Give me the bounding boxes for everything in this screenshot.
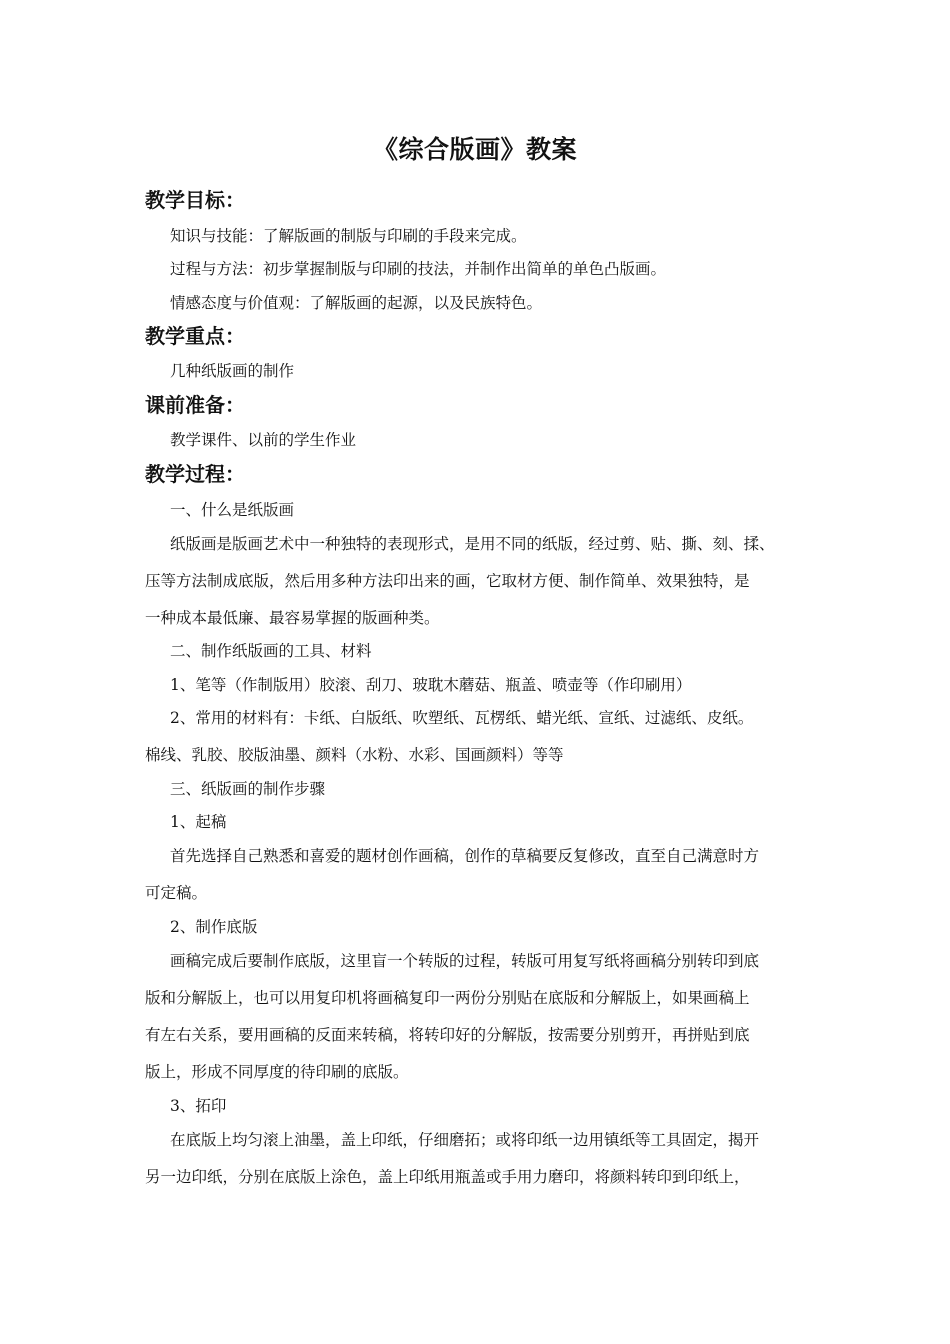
heading-process: 教学过程： (145, 462, 245, 486)
step-2-title: 2、制作底版 (170, 918, 258, 936)
preparation-text: 教学课件、以前的学生作业 (170, 431, 357, 449)
focus-text: 几种纸版画的制作 (170, 362, 295, 380)
step-2-paragraph-line: 版和分解版上，也可以用复印机将画稿复印一两份分别贴在底版和分解版上，如果画稿上 (145, 989, 750, 1007)
step-3-title: 3、拓印 (170, 1097, 227, 1115)
heading-objectives: 教学目标： (145, 188, 245, 212)
section-2-item-2-line: 2、常用的材料有：卡纸、白版纸、吹塑纸、瓦楞纸、蜡光纸、宣纸、过滤纸、皮纸。 (170, 709, 754, 727)
section-1-paragraph-line: 纸版画是版画艺术中一种独特的表现形式，是用不同的纸版，经过剪、贴、撕、刻、揉、 (170, 535, 775, 553)
objective-attitude: 情感态度与价值观：了解版画的起源，以及民族特色。 (170, 294, 543, 312)
heading-focus: 教学重点： (145, 324, 245, 348)
objective-knowledge: 知识与技能：了解版画的制版与印刷的手段来完成。 (170, 227, 527, 245)
step-2-paragraph-line: 画稿完成后要制作底版，这里盲一个转版的过程，转版可用复写纸将画稿分别转印到底 (170, 952, 760, 970)
section-2-item-1: 1、笔等（作制版用）胶滚、刮刀、玻耽木蘑菇、瓶盖、喷壶等（作印刷用） (170, 676, 692, 694)
step-2-paragraph-line: 版上，形成不同厚度的待印刷的底版。 (145, 1063, 409, 1081)
heading-preparation: 课前准备： (145, 393, 245, 417)
section-2-item-2-line: 棉线、乳胶、胶版油墨、颜料（水粉、水彩、国画颜料）等等 (145, 746, 564, 764)
section-1-paragraph-line: 压等方法制成底版，然后用多种方法印出来的画，它取材方便、制作简单、效果独特，是 (145, 572, 750, 590)
step-3-paragraph-line: 在底版上均匀滚上油墨，盖上印纸，仔细磨拓；或将印纸一边用镇纸等工具固定，揭开 (170, 1131, 760, 1149)
section-1-title: 一、什么是纸版画 (170, 501, 295, 519)
step-2-paragraph-line: 有左右关系，要用画稿的反面来转稿，将转印好的分解版，按需要分别剪开，再拼贴到底 (145, 1026, 750, 1044)
document-title: 《综合版画》教案 (372, 135, 577, 164)
step-3-paragraph-line: 另一边印纸，分别在底版上涂色，盖上印纸用瓶盖或手用力磨印，将颜料转印到印纸上， (145, 1168, 750, 1186)
step-1-title: 1、起稿 (170, 813, 227, 831)
step-1-paragraph-line: 首先选择自己熟悉和喜爱的题材创作画稿，创作的草稿要反复修改，直至自己满意时方 (170, 847, 760, 865)
section-2-title: 二、制作纸版画的工具、材料 (170, 642, 372, 660)
step-1-paragraph-line: 可定稿。 (145, 884, 208, 902)
section-1-paragraph-line: 一种成本最低廉、最容易掌握的版画种类。 (145, 609, 440, 627)
section-3-title: 三、纸版画的制作步骤 (170, 780, 326, 798)
objective-process: 过程与方法：初步掌握制版与印刷的技法，并制作出简单的单色凸版画。 (170, 260, 667, 278)
